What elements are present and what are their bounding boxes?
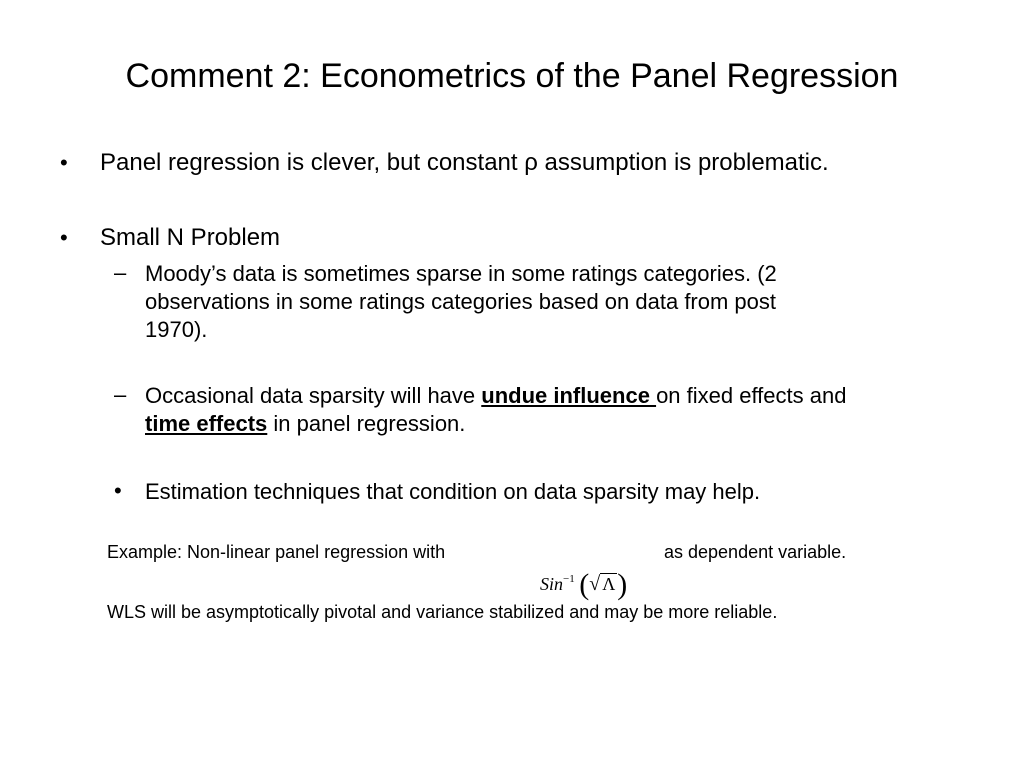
formula-radicand: Λ — [602, 574, 616, 594]
formula-superscript: −1 — [563, 573, 575, 585]
subbullet-moodys-line-2: observations in some ratings categories based on data from post — [145, 289, 777, 314]
example-text-suffix: as dependent variable. — [664, 542, 847, 562]
subbullet-sparsity-line-1 — [145, 382, 846, 410]
dash-marker: – — [114, 382, 127, 407]
bullet-panel-regression: Panel regression is clever, but constant ρ assumption is problematic. — [100, 149, 829, 176]
wls-note: WLS will be asymptotically pivotal and variance stabilized and may be more reliable. — [107, 602, 778, 622]
bullet-small-n-problem: Small N Problem — [100, 224, 281, 251]
dash-marker: – — [114, 260, 127, 285]
formula-arcsin-sqrt-lambda — [540, 565, 627, 599]
formula-function: Sin — [540, 574, 564, 594]
subbullet-sparsity-text: in panel regression. — [267, 411, 466, 436]
slide-title: Comment 2: Econometrics of the Panel Regression — [125, 57, 899, 95]
bullet-marker: • — [114, 478, 122, 503]
subbullet-moodys-line-3: 1970). — [145, 317, 208, 342]
subbullet-sparsity-text: Occasional data sparsity will have — [145, 383, 482, 408]
bullet-estimation-techniques: Estimation techniques that condition on data sparsity may help. — [145, 479, 761, 504]
bullet-marker: • — [60, 150, 68, 175]
formula-left-paren: ( — [579, 568, 590, 601]
bullet-marker: • — [60, 225, 68, 250]
emphasis-undue-influence: undue influence — [481, 383, 657, 408]
formula-right-paren: ) — [617, 568, 628, 601]
subbullet-moodys-line-1: Moody’s data is sometimes sparse in some ratings categories. (2 — [145, 261, 777, 286]
subbullet-sparsity-line-2 — [145, 410, 465, 438]
example-text: Example: Non-linear panel regression with — [107, 542, 446, 562]
formula-radical: √ — [589, 573, 601, 595]
subbullet-sparsity-text: on fixed effects and — [656, 383, 847, 408]
emphasis-time-effects: time effects — [145, 411, 268, 436]
